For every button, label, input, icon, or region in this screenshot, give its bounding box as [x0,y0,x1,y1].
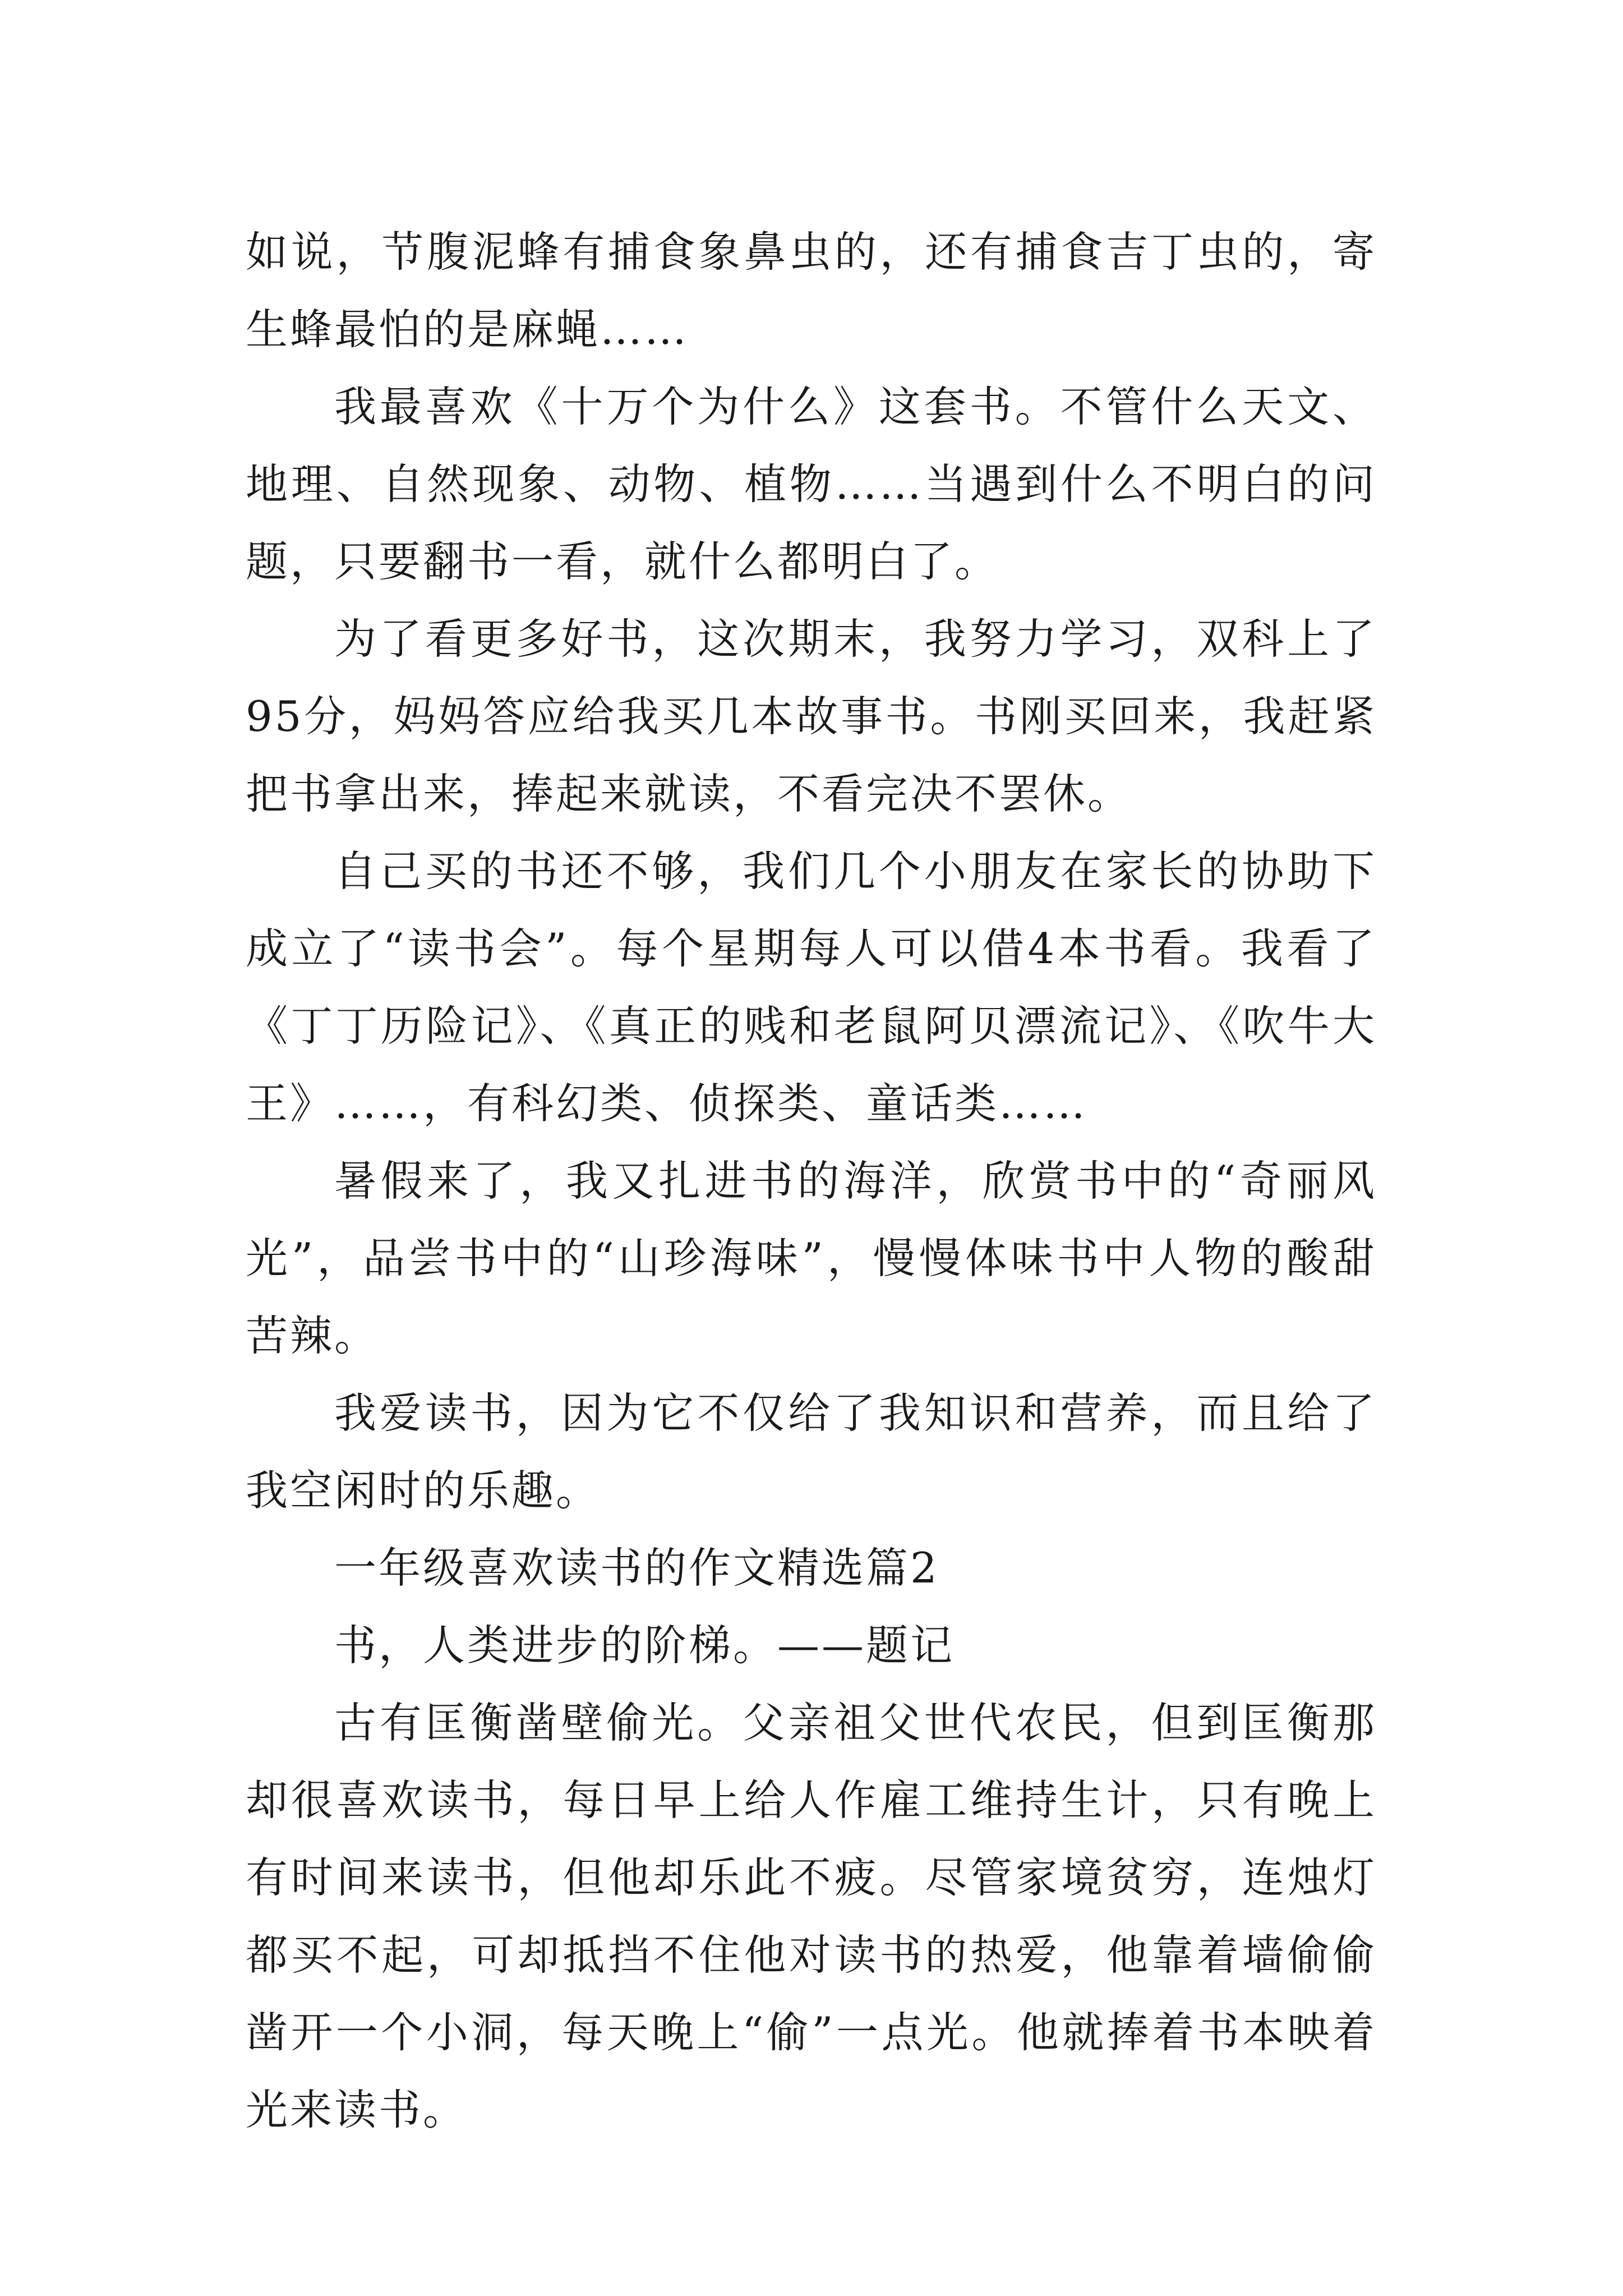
paragraph-reading-club: 自己买的书还不够，我们几个小朋友在家长的协助下成立了“读书会”。每个星期每人可以借4本书看。我看了《丁丁历险记》、《真正的贱和老鼠阿贝漂流记》、《吹牛大王》……，有科幻类、侦探类、童话类…… [246,846,1377,1128]
paragraph-favorite-book: 我最喜欢《十万个为什么》这套书。不管什么天文、地理、自然现象、动物、植物……当遇到什么不明白的问题，只要翻书一看，就什么都明白了。 [246,382,1377,586]
document-body [246,213,1377,2148]
section-title: 一年级喜欢读书的作文精选篇2 [334,1543,939,1593]
paragraph-summer: 暑假来了，我又扎进书的海洋，欣赏书中的“奇丽风光”，品尝书中的“山珍海味”，慢慢体味书中人物的酸甜苦辣。 [246,1156,1377,1360]
paragraph-kuang-heng: 古有匡衡凿壁偷光。父亲祖父世代农民，但到匡衡那却很喜欢读书，每日早上给人作雇工维持生计，只有晚上有时间来读书，但他却乐此不疲。尽管家境贫穷，连烛灯都买不起，可却抵挡不住他对读书的热爱，他靠着墙偷偷凿开一个小洞，每天晚上“偷”一点光。他就捧着书本映着光来读书。 [246,1698,1377,2134]
paragraph-continued: 如说，节腹泥蜂有捕食象鼻虫的，还有捕食吉丁虫的，寄生蜂最怕的是麻蝇…… [246,227,1377,354]
epigraph: 书，人类进步的阶梯。——题记 [334,1621,955,1670]
paragraph-conclusion: 我爱读书，因为它不仅给了我知识和营养，而且给了我空闲时的乐趣。 [246,1388,1377,1515]
paragraph-exam-reward: 为了看更多好书，这次期末，我努力学习，双科上了95分，妈妈答应给我买几本故事书。书刚买回来，我赶紧把书拿出来，捧起来就读，不看完决不罢休。 [246,614,1377,818]
